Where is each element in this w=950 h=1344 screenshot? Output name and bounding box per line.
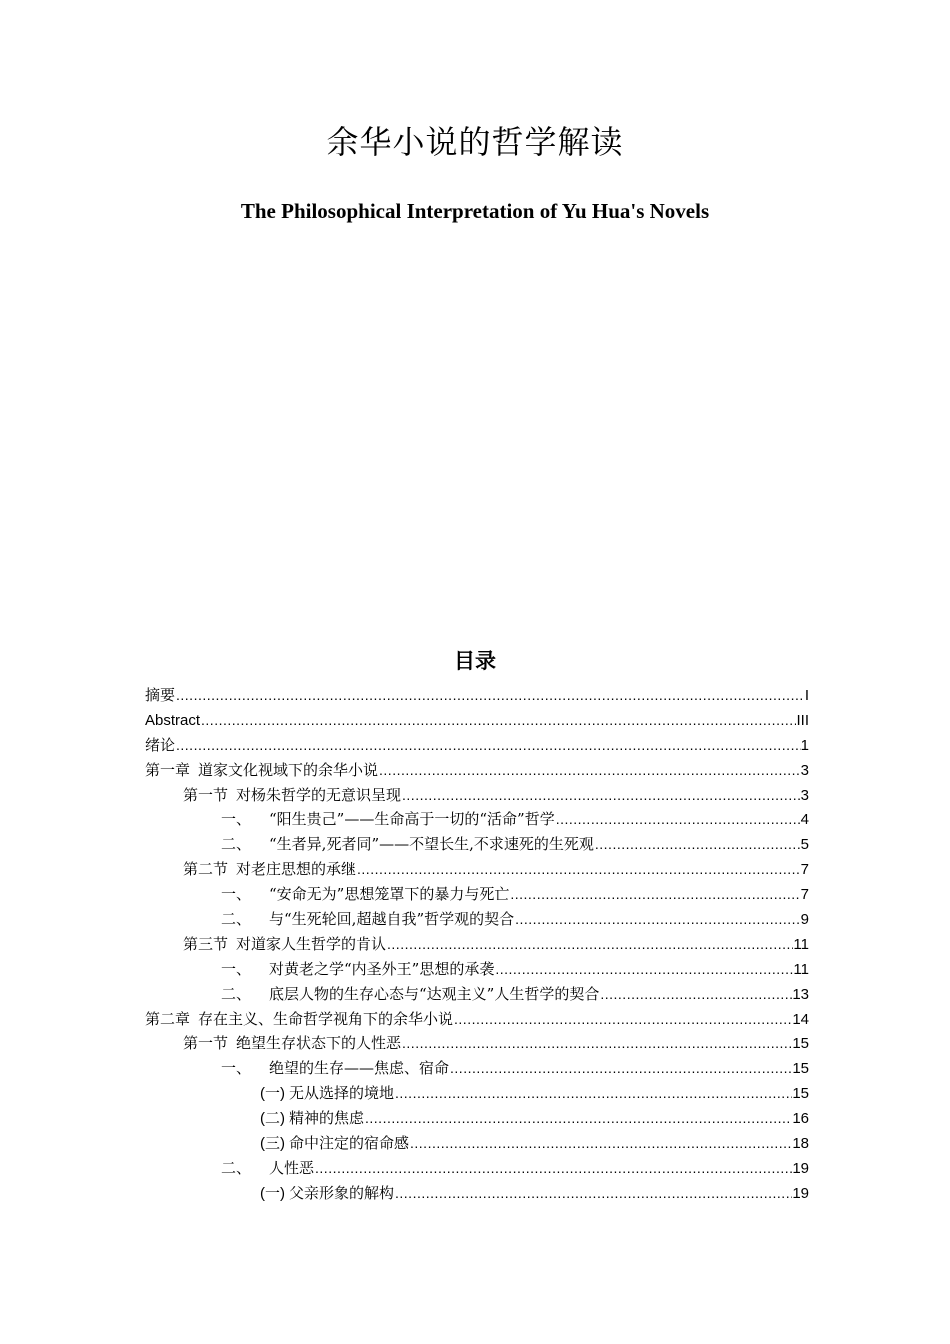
toc-entry-label: 一、 xyxy=(221,959,252,978)
toc-entry[interactable] xyxy=(145,832,809,857)
toc-entry-title xyxy=(183,857,356,882)
toc-entry-text: 绝望的生存——焦虑、宿命 xyxy=(269,1059,450,1078)
toc-entry[interactable] xyxy=(145,1156,809,1181)
toc-dot-leader xyxy=(378,758,801,783)
toc-entry-label: 第一节 xyxy=(183,1034,229,1053)
toc-entry-title xyxy=(260,1081,394,1107)
toc-dot-leader xyxy=(394,1081,792,1106)
toc-page-number: III xyxy=(796,711,809,729)
toc-entry-title xyxy=(183,783,401,808)
toc-page-number: 7 xyxy=(800,861,809,879)
toc-entry[interactable] xyxy=(145,1106,809,1131)
toc-entry[interactable] xyxy=(145,932,809,957)
toc-entry-text: 存在主义、生命哲学视角下的余华小说 xyxy=(198,1009,454,1028)
toc-entry-title xyxy=(221,1056,449,1081)
toc-entry-text: 父亲形象的解构 xyxy=(289,1183,395,1202)
toc-page-number: 13 xyxy=(792,985,809,1003)
toc-entry-title xyxy=(145,758,378,783)
toc-entry-label: 二、 xyxy=(221,910,252,929)
toc-entry-text: 与“生死轮回,超越自我”哲学观的契合 xyxy=(269,910,515,929)
toc-entry[interactable] xyxy=(145,982,809,1007)
toc-entry-text: 对黄老之学“内圣外王”思想的承袭 xyxy=(269,959,495,978)
toc-page-number: 15 xyxy=(792,1035,809,1053)
toc-dot-leader xyxy=(494,957,793,982)
toc-dot-leader xyxy=(555,807,801,832)
toc-dot-leader xyxy=(401,783,801,808)
toc-entry[interactable] xyxy=(145,733,809,758)
toc-dot-leader xyxy=(175,683,805,708)
toc-entry-title xyxy=(145,708,200,734)
toc-page-number: 15 xyxy=(792,1060,809,1078)
toc-page-number: 14 xyxy=(792,1010,809,1028)
toc-dot-leader xyxy=(364,1106,792,1131)
toc-entry-label: 二、 xyxy=(221,984,252,1003)
toc-page-number: 3 xyxy=(800,786,809,804)
toc-entry[interactable] xyxy=(145,907,809,932)
toc-entry-text: 命中注定的宿命感 xyxy=(289,1134,410,1153)
toc-page-number: 1 xyxy=(800,736,809,754)
toc-entry-title xyxy=(145,733,175,758)
toc-entry-title xyxy=(221,882,509,907)
toc-entry-text: “阳生贵己”——生命高于一切的“活命”哲学 xyxy=(269,810,555,829)
toc-page-number: 19 xyxy=(792,1184,809,1202)
toc-dot-leader xyxy=(599,982,792,1007)
toc-page-number: 19 xyxy=(792,1159,809,1177)
toc-entry[interactable] xyxy=(145,1056,809,1081)
toc-entry-text: 无从选择的境地 xyxy=(289,1084,395,1103)
toc-entry-title xyxy=(221,832,594,857)
toc-entry-title xyxy=(260,1106,364,1132)
toc-page-number: 11 xyxy=(793,935,809,953)
toc-entry-text: 对道家人生哲学的肯认 xyxy=(236,934,387,953)
toc-entry-title xyxy=(221,1156,314,1181)
toc-dot-leader xyxy=(594,832,801,857)
toc-dot-leader xyxy=(200,708,796,733)
toc-dot-leader xyxy=(449,1056,792,1081)
toc-dot-leader xyxy=(514,907,801,932)
toc-dot-leader xyxy=(453,1007,792,1032)
toc-page-number: 5 xyxy=(800,836,809,854)
toc-entry-label: (三) xyxy=(260,1135,285,1153)
toc-entry-text: 人性恶 xyxy=(269,1158,315,1177)
toc-entry[interactable] xyxy=(145,1031,809,1056)
toc-entry[interactable] xyxy=(145,957,809,982)
toc-page-number: 18 xyxy=(792,1135,809,1153)
toc-page-number: 3 xyxy=(800,761,809,779)
toc-dot-leader xyxy=(314,1156,792,1181)
toc-page-number: 16 xyxy=(792,1110,809,1128)
toc-entry[interactable] xyxy=(145,758,809,783)
table-of-contents xyxy=(145,683,809,1206)
toc-dot-leader xyxy=(409,1131,792,1156)
toc-entry-text: 绪论 xyxy=(145,735,176,754)
toc-entry[interactable] xyxy=(145,1007,809,1032)
toc-entry-label: 第一章 xyxy=(145,760,191,779)
toc-entry-title xyxy=(183,932,386,957)
toc-entry-label: (一) xyxy=(260,1085,285,1103)
toc-heading: 目录 xyxy=(454,649,496,673)
toc-page-number: 4 xyxy=(800,811,809,829)
toc-entry[interactable] xyxy=(145,1181,809,1206)
toc-entry-title xyxy=(260,1131,409,1157)
toc-entry[interactable] xyxy=(145,1081,809,1106)
toc-entry-text: 底层人物的生存心态与“达观主义”人生哲学的契合 xyxy=(269,984,600,1003)
toc-entry-label: 第二节 xyxy=(183,860,229,879)
toc-entry-text: 摘要 xyxy=(145,686,176,704)
toc-entry-text: Abstract xyxy=(145,711,201,729)
toc-entry-text: “安命无为”思想笼罩下的暴力与死亡 xyxy=(269,885,510,904)
toc-entry-title xyxy=(221,982,599,1007)
toc-entry[interactable] xyxy=(145,882,809,907)
toc-entry-label: 二、 xyxy=(221,835,252,854)
toc-entry[interactable] xyxy=(145,857,809,882)
document-title-english: The Philosophical Interpretation of Yu Hua's Novels xyxy=(240,199,710,223)
toc-dot-leader xyxy=(356,857,801,882)
toc-entry-title xyxy=(145,683,175,708)
toc-page-number: 15 xyxy=(792,1085,809,1103)
toc-entry-title xyxy=(221,957,494,982)
toc-dot-leader xyxy=(509,882,800,907)
toc-entry[interactable] xyxy=(145,683,809,708)
toc-entry-text: 道家文化视域下的余华小说 xyxy=(198,760,379,779)
toc-entry-label: 二、 xyxy=(221,1158,252,1177)
toc-entry-title xyxy=(260,1181,394,1207)
toc-entry-text: 绝望生存状态下的人性恶 xyxy=(236,1034,402,1053)
toc-entry-label: 第二章 xyxy=(145,1009,191,1028)
toc-entry-text: 对老庄思想的承继 xyxy=(236,860,357,879)
toc-entry-label: (一) xyxy=(260,1184,285,1202)
toc-entry-label: (二) xyxy=(260,1110,285,1128)
toc-page-number: 7 xyxy=(800,886,809,904)
toc-entry-label: 一、 xyxy=(221,885,252,904)
toc-entry-label: 一、 xyxy=(221,810,252,829)
toc-entry[interactable] xyxy=(145,807,809,832)
toc-entry-label: 第一节 xyxy=(183,785,229,804)
toc-entry-title xyxy=(145,1007,453,1032)
toc-dot-leader xyxy=(394,1181,792,1206)
toc-dot-leader xyxy=(175,733,801,758)
toc-entry[interactable] xyxy=(145,708,809,733)
toc-dot-leader xyxy=(401,1031,792,1056)
toc-page-number: 11 xyxy=(793,960,809,978)
toc-page-number: 9 xyxy=(800,911,809,929)
toc-entry-text: “生者异,死者同”——不望长生,不求速死的生死观 xyxy=(269,835,594,854)
toc-entry[interactable] xyxy=(145,783,809,808)
toc-entry[interactable] xyxy=(145,1131,809,1156)
toc-entry-title xyxy=(221,807,555,832)
document-title-chinese: 余华小说的哲学解读 xyxy=(326,123,624,161)
toc-entry-text: 对杨朱哲学的无意识呈现 xyxy=(236,785,402,804)
toc-entry-title xyxy=(183,1031,401,1056)
toc-entry-label: 一、 xyxy=(221,1059,252,1078)
toc-entry-text: 精神的焦虑 xyxy=(289,1109,365,1128)
toc-page-number: I xyxy=(804,687,809,704)
toc-entry-title xyxy=(221,907,514,932)
toc-dot-leader xyxy=(386,932,793,957)
toc-entry-label: 第三节 xyxy=(183,934,229,953)
